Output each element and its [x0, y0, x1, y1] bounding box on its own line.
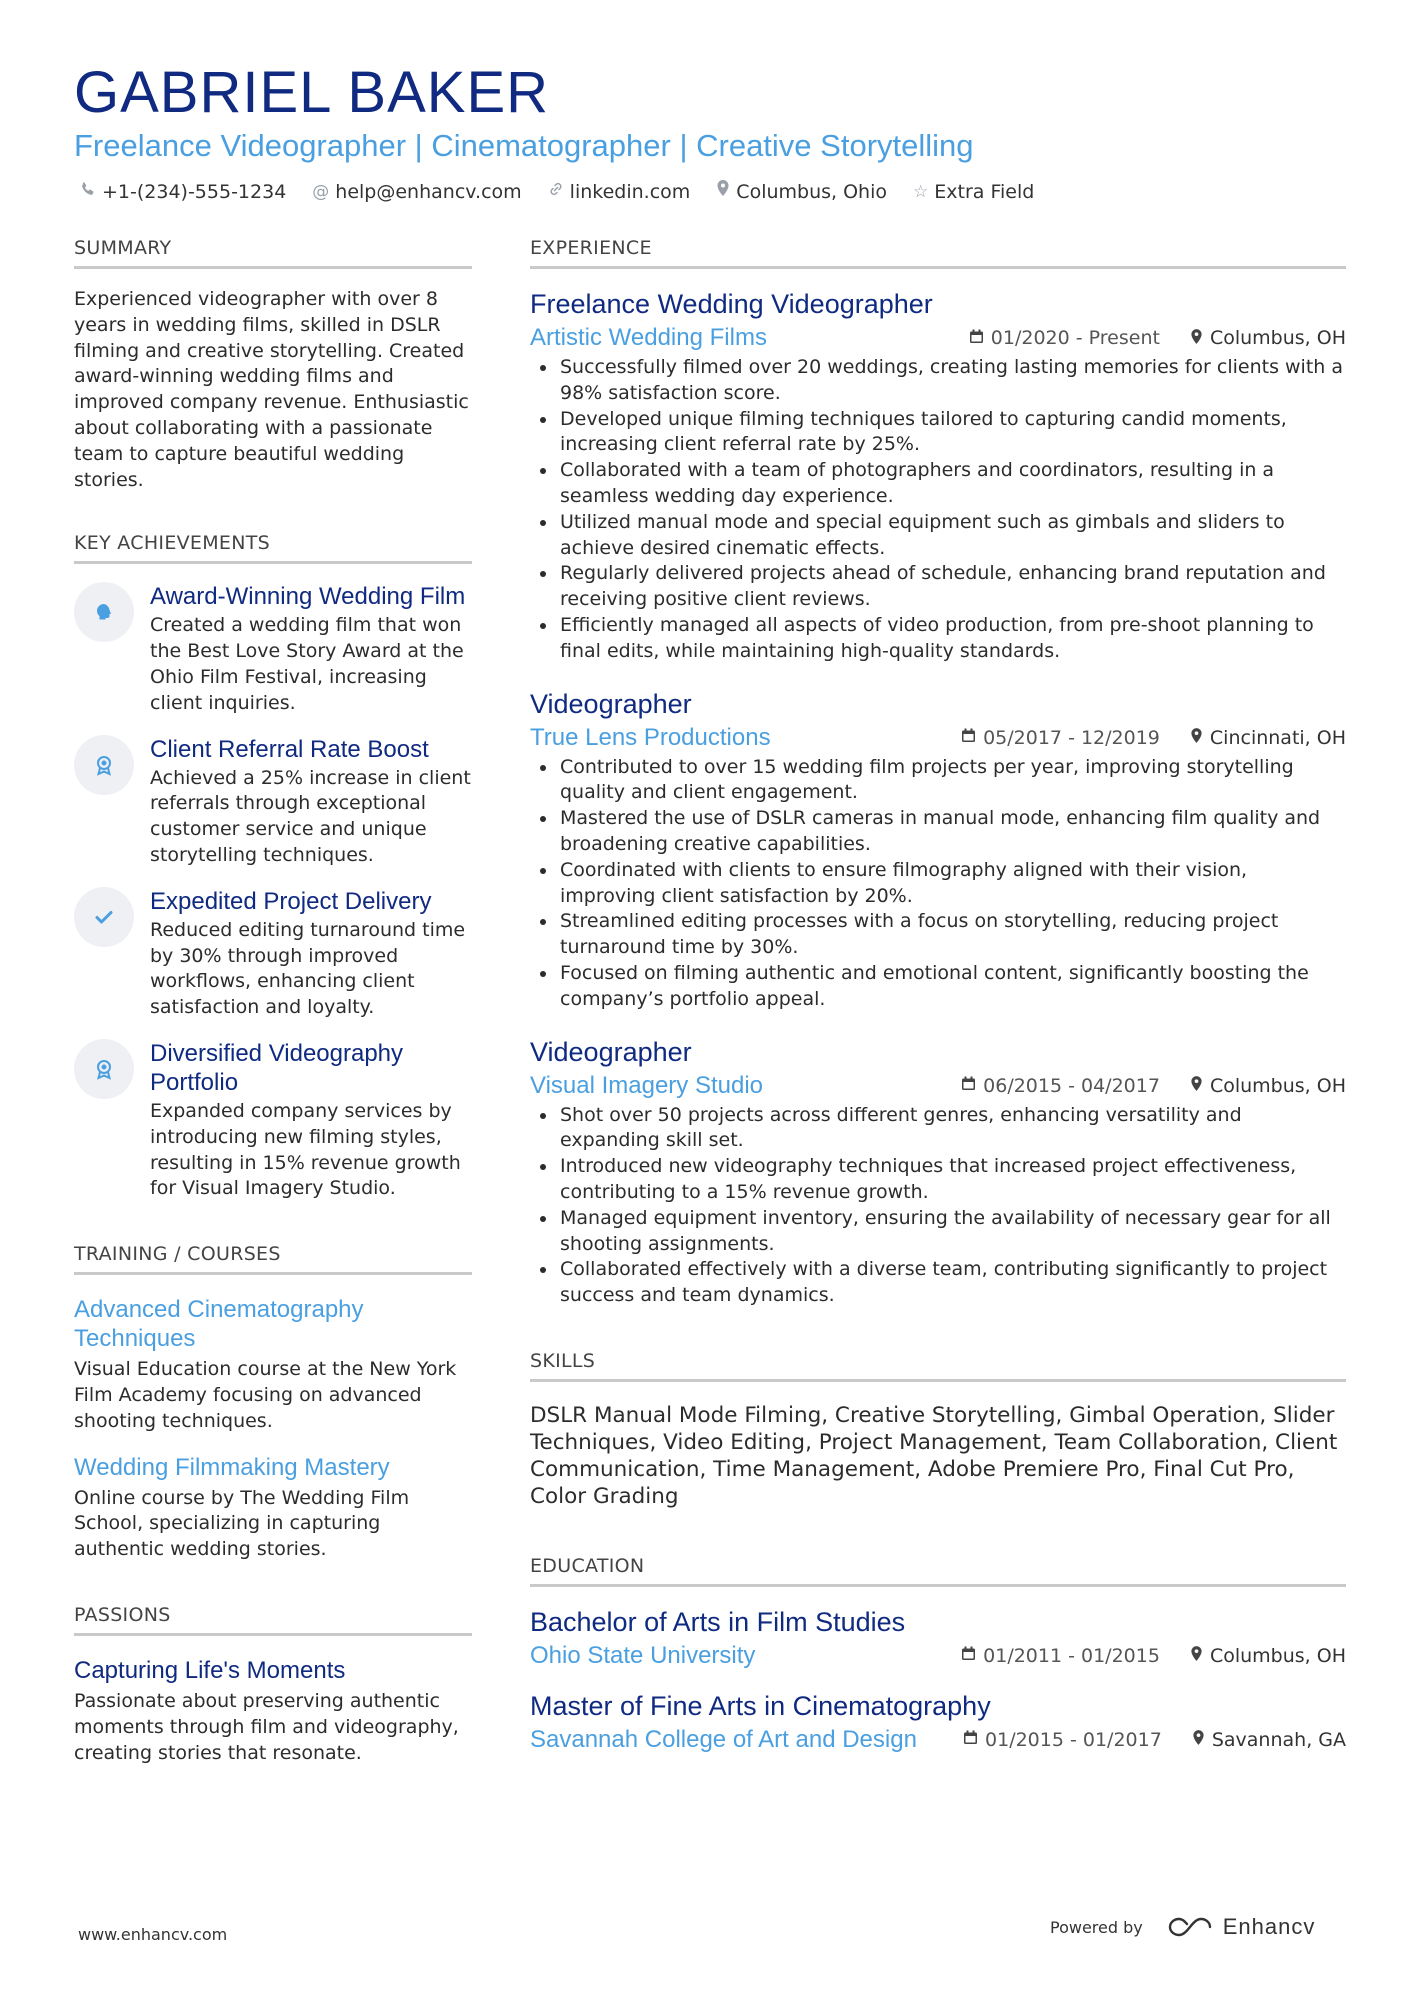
job-dates: 06/2015 - 04/2017 [983, 1074, 1160, 1097]
candidate-name: GABRIEL BAKER [74, 60, 550, 125]
check-icon [74, 887, 134, 947]
achievement-item [74, 1039, 472, 1202]
edu-school: Ohio State University [530, 1641, 756, 1669]
achievement-title: Diversified Videography Portfolio [150, 1039, 404, 1096]
achievement-item [74, 887, 472, 1021]
footer-website-link[interactable]: www.enhancv.com [78, 1925, 228, 1944]
education-entry [530, 1605, 1346, 1671]
job-entry [530, 687, 1346, 1013]
job-title: Freelance Wedding Videographer [530, 289, 933, 319]
location-icon [1190, 727, 1203, 748]
edu-dates: 01/2015 - 01/2017 [985, 1728, 1162, 1751]
job-bullets [530, 355, 1346, 665]
contact-linkedin[interactable] [548, 178, 691, 206]
location-icon [1190, 1075, 1203, 1096]
edu-location: Columbus, OH [1209, 1644, 1346, 1667]
phone-icon [80, 178, 96, 206]
edu-degree: Bachelor of Arts in Film Studies [530, 1606, 906, 1637]
job-bullet: • Managed equipment inventory, ensuring the availability of necessary gear for all shooting assignments. [558, 1206, 1346, 1258]
job-bullet: • Coordinated with clients to ensure filmography aligned with their vision, improving client satisfaction by 20%. [558, 858, 1346, 910]
contact-bar [80, 178, 1034, 206]
job-bullet: • Contributed to over 15 wedding film projects per year, improving storytelling quality and client engagement. [558, 755, 1346, 807]
calendar-icon [961, 728, 976, 747]
passions-heading: PASSIONS [74, 1603, 472, 1636]
contact-linkedin-text: linkedin.com [569, 181, 691, 203]
award-icon [74, 1039, 134, 1099]
experience-heading: EXPERIENCE [530, 236, 1346, 269]
footer-branding [1050, 1914, 1315, 1940]
award-icon [74, 735, 134, 795]
brain-icon [74, 582, 134, 642]
achievement-title: Client Referral Rate Boost [150, 735, 429, 763]
education-heading: EDUCATION [530, 1554, 1346, 1587]
edu-school: Savannah College of Art and Design [530, 1725, 917, 1753]
job-bullet: • Collaborated effectively with a diverse team, contributing significantly to project success and team dynamics. [558, 1257, 1346, 1309]
course-title: Wedding Filmmaking Mastery [74, 1453, 390, 1481]
job-location: Columbus, OH [1209, 1074, 1346, 1097]
brand-name: Enhancv [1222, 1914, 1316, 1939]
achievement-title: Expedited Project Delivery [150, 887, 432, 915]
job-bullet: • Utilized manual mode and special equipment such as gimbals and sliders to achieve desired cinematic effects. [558, 510, 1346, 562]
job-entry [530, 287, 1346, 665]
education-entry [530, 1689, 1346, 1755]
job-dates: 01/2020 - Present [990, 327, 1160, 349]
calendar-icon [963, 1730, 978, 1749]
location-icon [1192, 1729, 1205, 1750]
job-bullet: • Introduced new videography techniques that increased project effectiveness, contributing to a 15% revenue growth. [558, 1154, 1346, 1206]
skills-heading: SKILLS [530, 1349, 1346, 1382]
right-column [530, 236, 1346, 1755]
passion-title: Capturing Life's Moments [74, 1656, 346, 1684]
passion-item [74, 1656, 472, 1766]
job-bullet: • Successfully filmed over 20 weddings, creating lasting memories for clients with a 98% satisfaction score. [558, 355, 1346, 407]
location-icon [1190, 1645, 1203, 1666]
star-icon: ☆ [913, 182, 929, 202]
contact-location-text: Columbus, Ohio [736, 181, 887, 203]
location-icon [1190, 328, 1203, 349]
summary-heading: SUMMARY [74, 236, 472, 269]
course-desc: Online course by The Wedding Film School, specializing in capturing authentic wedding stories. [74, 1486, 410, 1561]
contact-phone[interactable] [80, 178, 286, 206]
course-item [74, 1453, 472, 1563]
infinity-logo-icon [1167, 1915, 1213, 1939]
job-company: Visual Imagery Studio [530, 1071, 764, 1099]
achievement-item [74, 582, 472, 716]
location-icon [716, 178, 730, 206]
course-desc: Visual Education course at the New York Film Academy focusing on advanced shooting techniques. [74, 1358, 457, 1432]
contact-phone-text: +1-(234)-555-1234 [102, 181, 287, 203]
powered-by-label: Powered by [1050, 1917, 1143, 1937]
skills-text: DSLR Manual Mode Filming, Creative Storytelling, Gimbal Operation, Slider Techniques, Video Editing, Project Management, Team Collaboration, Client Communication, Time Management, Adobe Premiere Pro, Final Cut Pro, Color Grading [530, 1402, 1338, 1509]
edu-location: Savannah, GA [1211, 1728, 1346, 1751]
job-company: True Lens Productions [530, 723, 771, 751]
job-bullet: • Streamlined editing processes with a focus on storytelling, reducing project turnaround time by 30%. [558, 909, 1346, 961]
course-title: Advanced Cinematography Techniques [74, 1296, 364, 1353]
job-bullet: • Shot over 50 projects across different genres, enhancing versatility and expanding skill set. [558, 1103, 1346, 1155]
link-icon [548, 178, 564, 206]
edu-degree: Master of Fine Arts in Cinematography [530, 1690, 991, 1721]
job-title: Videographer [530, 688, 692, 719]
summary-text: Experienced videographer with over 8 years in wedding films, skilled in DSLR filming and creative storytelling. Created award-winning wedding films and improved company revenue. Enthusiastic about collaborating with a passionate team to capture beautiful wedding stories. [74, 288, 469, 491]
training-heading: TRAINING / COURSES [74, 1242, 472, 1275]
achievement-desc: Reduced editing turnaround time by 30% through improved workflows, enhancing client satisfaction and loyalty. [150, 918, 466, 1019]
achievements-heading: KEY ACHIEVEMENTS [74, 531, 472, 564]
calendar-icon [961, 1076, 976, 1095]
left-column [74, 236, 472, 1766]
achievement-desc: Created a wedding film that won the Best Love Story Award at the Ohio Film Festival, increasing client inquiries. [150, 614, 464, 714]
job-bullet: • Efficiently managed all aspects of video production, from pre-shoot planning to final edits, while maintaining high-quality standards. [558, 613, 1346, 665]
enhancv-logo[interactable] [1167, 1914, 1316, 1940]
job-bullet: • Regularly delivered projects ahead of schedule, enhancing brand reputation and receiving positive client reviews. [558, 561, 1346, 613]
at-icon: @ [312, 182, 330, 202]
edu-dates: 01/2011 - 01/2015 [983, 1644, 1160, 1667]
contact-extra-text: Extra Field [934, 181, 1035, 203]
job-company: Artistic Wedding Films [530, 324, 767, 351]
contact-email[interactable] [312, 178, 521, 206]
contact-email-text: help@enhancv.com [335, 181, 522, 203]
job-dates: 05/2017 - 12/2019 [983, 726, 1160, 749]
job-bullet: • Developed unique filming techniques tailored to capturing candid moments, increasing client referral rate by 25%. [558, 407, 1346, 459]
candidate-tagline: Freelance Videographer | Cinematographer | Creative Storytelling [74, 128, 974, 163]
job-location: Columbus, OH [1209, 327, 1346, 349]
achievement-item [74, 735, 472, 869]
job-bullet: • Focused on filming authentic and emotional content, significantly boosting the company’s portfolio appeal. [558, 961, 1346, 1013]
contact-location [716, 178, 887, 206]
contact-extra [913, 178, 1034, 206]
job-title: Videographer [530, 1036, 692, 1067]
job-bullet: • Collaborated with a team of photographers and coordinators, resulting in a seamless wedding day experience. [558, 458, 1346, 510]
calendar-icon [969, 329, 984, 348]
job-location: Cincinnati, OH [1209, 726, 1346, 749]
course-item [74, 1295, 472, 1434]
job-bullets [530, 755, 1346, 1013]
calendar-icon [961, 1646, 976, 1665]
job-bullet: • Mastered the use of DSLR cameras in manual mode, enhancing film quality and broadening creative capabilities. [558, 806, 1346, 858]
job-bullets [530, 1103, 1346, 1309]
achievement-desc: Achieved a 25% increase in client referrals through exceptional customer service and unique storytelling techniques. [150, 766, 471, 866]
job-entry [530, 1035, 1346, 1309]
achievement-title: Award-Winning Wedding Film [150, 583, 466, 611]
passion-desc: Passionate about preserving authentic moments through film and videography, creating stories that resonate. [74, 1689, 459, 1764]
achievement-desc: Expanded company services by introducing new filming styles, resulting in 15% revenue growth for Visual Imagery Studio. [150, 1099, 461, 1200]
